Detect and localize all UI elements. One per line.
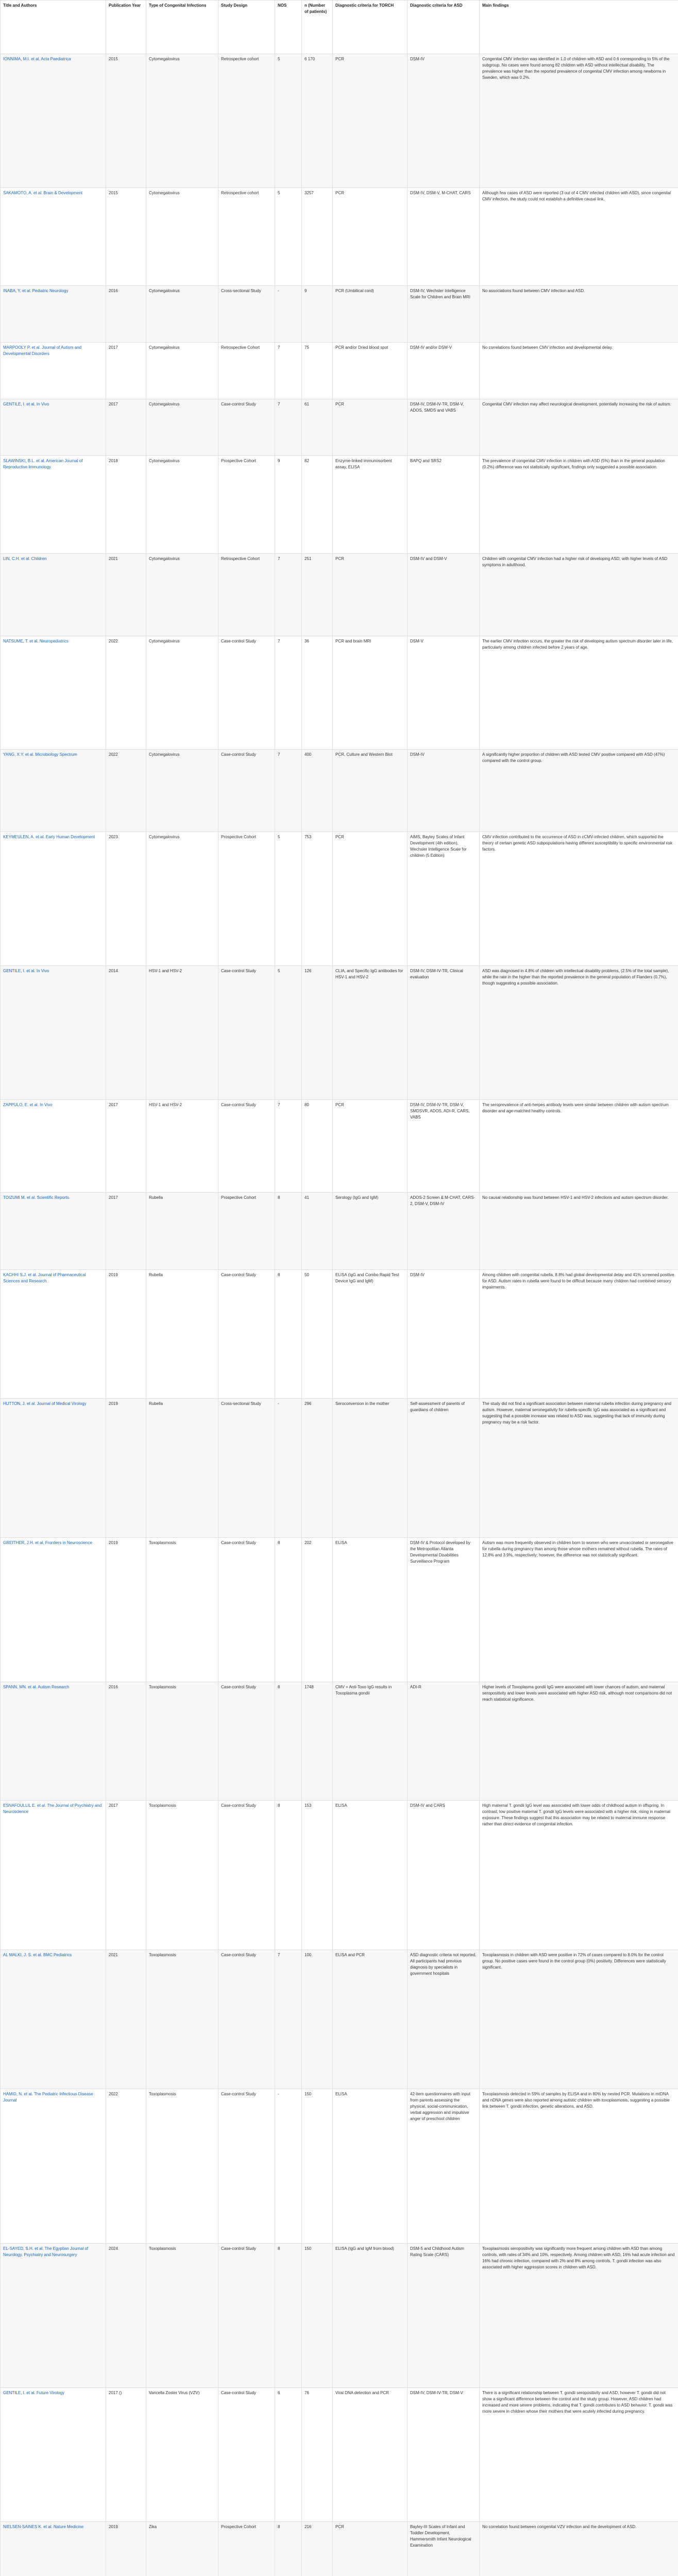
nos-cell: 8 — [275, 1801, 302, 1950]
study-design-cell: Cross-sectional Study — [218, 1399, 275, 1538]
nos-cell: 8 — [275, 1682, 302, 1801]
publication-year-cell: 2017 () — [106, 2388, 146, 2522]
infection-type-cell: Cytomegalovirus — [146, 456, 218, 554]
patients-cell: 202 — [302, 1538, 333, 1682]
torch-criteria-cell: PCR — [333, 2522, 408, 2576]
col-header-asd-criteria: Diagnostic criteria for ASD — [408, 1, 480, 54]
table-row — [1, 2388, 678, 2522]
asd-criteria-cell: DSM-IV and/or DSM-V — [408, 343, 480, 399]
patients-cell: 76 — [302, 2388, 333, 2522]
asd-criteria-cell: ADI-R — [408, 1682, 480, 1801]
patients-cell: 80 — [302, 1100, 333, 1193]
title-authors-cell: TOIZUMI M. et al. Scientific Reports — [1, 1193, 106, 1270]
table-row — [1, 1399, 678, 1538]
patients-cell: 753 — [302, 832, 333, 966]
asd-criteria-cell: ASD diagnostic criteria not reported. All participants had previous diagnosis by specialists in government hospitals — [408, 1950, 480, 2089]
study-design-cell: Case-control Study — [218, 2388, 275, 2522]
patients-cell: 75 — [302, 343, 333, 399]
asd-criteria-cell: DSM-IV, Wechsler Intelligence Scale for Children and Brain MRI — [408, 286, 480, 343]
asd-criteria-cell: AIMS, Bayley Scales of Infant Development (4th edition), Wechsler Intelligence Scale for children (5 Edition) — [408, 832, 480, 966]
title-authors-cell: LIN, C.H. et al. Children — [1, 554, 106, 636]
main-findings-cell: The prevalence of congenital CMV infection in children with ASD (5%) than in the general population (0.2%) difference was not statistically significant, findings only suggested a possible association. — [480, 456, 678, 554]
infection-type-cell: Toxoplasmosis — [146, 1801, 218, 1950]
infection-type-cell: Cytomegalovirus — [146, 188, 218, 286]
study-design-cell: Case-control Study — [218, 2089, 275, 2244]
title-authors-cell: ESNAFOULLIL E. et al. The Journal of Psychiatry and Neuroscience — [1, 1801, 106, 1950]
patients-cell: 50 — [302, 1270, 333, 1399]
nos-cell: 8 — [275, 1193, 302, 1270]
table-row — [1, 2089, 678, 2244]
study-design-cell: Case-control Study — [218, 1538, 275, 1682]
title-authors-cell: GENTILE, I. et al. Future Virology — [1, 2388, 106, 2522]
study-design-cell: Case-control Study — [218, 1682, 275, 1801]
torch-criteria-cell: PCR — [333, 832, 408, 966]
study-design-cell: Case-control Study — [218, 1950, 275, 2089]
study-design-cell: Retrospective cohort — [218, 54, 275, 188]
asd-criteria-cell: DSM-IV, DSM-IV-TR, DSM-V, ADOS, SMDS and VABS — [408, 399, 480, 456]
torch-criteria-cell: Viral DNA detection and PCR — [333, 2388, 408, 2522]
publication-year-cell: 2017 — [106, 1193, 146, 1270]
infection-type-cell: Cytomegalovirus — [146, 54, 218, 188]
torch-criteria-cell: PCR — [333, 554, 408, 636]
infection-type-cell: Cytomegalovirus — [146, 832, 218, 966]
nos-cell: 7 — [275, 1950, 302, 2089]
infection-type-cell: Cytomegalovirus — [146, 554, 218, 636]
publication-year-cell: 2023 — [106, 832, 146, 966]
nos-cell: 5 — [275, 54, 302, 188]
asd-criteria-cell: DSM-5 and Childhood Autism Rating Scale (CARS) — [408, 2244, 480, 2388]
col-header-main-findings: Main findings — [480, 1, 678, 54]
patients-cell: 36 — [302, 636, 333, 750]
title-authors-cell: INABA, Y. et al. Pediatric Neurology — [1, 286, 106, 343]
torch-criteria-cell: CMV + Anti-Toxo IgG results in Toxoplasma gondii — [333, 1682, 408, 1801]
nos-cell: 7 — [275, 399, 302, 456]
table-row — [1, 2522, 678, 2576]
nos-cell: - — [275, 1399, 302, 1538]
study-design-cell: Prospective Cohort — [218, 1193, 275, 1270]
title-authors-cell: SLAWINSKI, B.L. et al. American Journal of Reproductive Immunology — [1, 456, 106, 554]
table-row — [1, 1538, 678, 1682]
infection-type-cell: Rubella — [146, 1270, 218, 1399]
table-row — [1, 1270, 678, 1399]
col-header-publication-year: Publication Year — [106, 1, 146, 54]
patients-cell: 126 — [302, 966, 333, 1100]
study-design-cell: Retrospective cohort — [218, 188, 275, 286]
study-design-cell: Case-control Study — [218, 1100, 275, 1193]
torch-criteria-cell: ELISA — [333, 1538, 408, 1682]
torch-criteria-cell: Enzyme-linked immunosorbent assay, ELISA — [333, 456, 408, 554]
study-design-cell: Retrospective Cohort — [218, 343, 275, 399]
patients-cell: 296 — [302, 1399, 333, 1538]
nos-cell: 8 — [275, 2244, 302, 2388]
nos-cell: - — [275, 2089, 302, 2244]
col-header-infection-type: Type of Congenital Infections — [146, 1, 218, 54]
main-findings-cell: Congenital CMV infection was identified in 1.0 of children with ASD and 0.6 corresponding to 5% of the subgroup. No cases were found among 82 children with ASD without intellectual disability. The prevalence was higher than the reported prevalence of congenital CMV infection among newborns in Sweden, which was 0.2%. — [480, 54, 678, 188]
main-findings-cell: Children with congenital CMV infection had a higher risk of developing ASD, with higher levels of ASD symptoms in adulthood. — [480, 554, 678, 636]
patients-cell: 150 — [302, 2089, 333, 2244]
publication-year-cell: 2019 — [106, 2522, 146, 2576]
table-row — [1, 456, 678, 554]
torch-criteria-cell: ELISA — [333, 1801, 408, 1950]
nos-cell: 8 — [275, 2522, 302, 2576]
header-row — [1, 1, 678, 54]
study-design-cell: Case-control Study — [218, 2244, 275, 2388]
torch-criteria-cell: PCR — [333, 1100, 408, 1193]
table-row — [1, 966, 678, 1100]
nos-cell: 5 — [275, 832, 302, 966]
asd-criteria-cell: DSM-IV — [408, 54, 480, 188]
infection-type-cell: Toxoplasmosis — [146, 2244, 218, 2388]
publication-year-cell: 2017 — [106, 343, 146, 399]
infection-type-cell: Rubella — [146, 1399, 218, 1538]
title-authors-cell: NATSUME, T. et al. Neuropediatrics — [1, 636, 106, 750]
publication-year-cell: 2014 — [106, 966, 146, 1100]
infection-type-cell: Cytomegalovirus — [146, 636, 218, 750]
torch-criteria-cell: PCR — [333, 188, 408, 286]
study-design-cell: Case-control Study — [218, 750, 275, 832]
col-header-nos: NOS — [275, 1, 302, 54]
col-header-title-authors: Title and Authors — [1, 1, 106, 54]
study-design-cell: Retrospective Cohort — [218, 554, 275, 636]
table-row — [1, 1950, 678, 2089]
infection-type-cell: Toxoplasmosis — [146, 1950, 218, 2089]
table-row — [1, 1682, 678, 1801]
patients-cell: 153 — [302, 1801, 333, 1950]
title-authors-cell: HAMID, N. et al. The Pediatric Infectious Disease Journal — [1, 2089, 106, 2244]
infection-type-cell: HSV-1 and HSV-2 — [146, 966, 218, 1100]
study-design-cell: Case-control Study — [218, 1270, 275, 1399]
infection-type-cell: HSV-1 and HSV-2 — [146, 1100, 218, 1193]
torch-criteria-cell: PCR, Culture and Western Blot — [333, 750, 408, 832]
table-row — [1, 399, 678, 456]
table-header — [1, 1, 678, 54]
asd-criteria-cell: DSM-IV & Protocol developed by the Metropolitan Atlanta Developmental Disabilities Surveillance Program — [408, 1538, 480, 1682]
torch-criteria-cell: ELISA (IgG and IgM from blood) — [333, 2244, 408, 2388]
patients-cell: 216 — [302, 2522, 333, 2576]
publication-year-cell: 2017 — [106, 1100, 146, 1193]
patients-cell: 400 — [302, 750, 333, 832]
title-authors-cell: ZAPPULO, E. et al. In Vivo — [1, 1100, 106, 1193]
table-row — [1, 343, 678, 399]
patients-cell: 82 — [302, 456, 333, 554]
main-findings-cell: There is a significant relationship between T. gondii seropositivity and ASD, however T. gondii did not show a significant difference between the control and the study group. However, ASD children had increased and more severe problems, indicating that T. gondii contributes to ASD behavior. T. gondii was more severe in children whose their mothers that were acutely infected during pregnancy. — [480, 2388, 678, 2522]
nos-cell: 7 — [275, 554, 302, 636]
study-design-cell: Case-control Study — [218, 399, 275, 456]
infection-type-cell: Varicella Zoster Virus (VZV) — [146, 2388, 218, 2522]
main-findings-cell: A significantly higher proportion of children with ASD tested CMV positive compared with ASD (47%) compared with the control group. — [480, 750, 678, 832]
torch-criteria-cell: Serology (IgG and IgM) — [333, 1193, 408, 1270]
publication-year-cell: 2022 — [106, 750, 146, 832]
study-design-cell: Cross-sectional Study — [218, 286, 275, 343]
study-design-cell: Case-control Study — [218, 636, 275, 750]
asd-criteria-cell: 42-item questionnaires with input from parents assessing the physical, social-communication, verbal aggression and impulsive anger of preschool children — [408, 2089, 480, 2244]
nos-cell: - — [275, 286, 302, 343]
table-row — [1, 636, 678, 750]
infection-type-cell: Cytomegalovirus — [146, 750, 218, 832]
torch-criteria-cell: ELISA (IgG and Combo Rapid Test Device IgG and IgM) — [333, 1270, 408, 1399]
torch-criteria-cell: PCR — [333, 399, 408, 456]
title-authors-cell: GENTILE, I. et al. In Vivo — [1, 399, 106, 456]
table-row — [1, 286, 678, 343]
patients-cell: 9 — [302, 286, 333, 343]
publication-year-cell: 2019 — [106, 1538, 146, 1682]
torch-criteria-cell: ELISA and PCR — [333, 1950, 408, 2089]
infection-type-cell: Zika — [146, 2522, 218, 2576]
study-design-cell: Case-control Study — [218, 966, 275, 1100]
publication-year-cell: 2022 — [106, 2089, 146, 2244]
asd-criteria-cell: DSM-IV, DSM-V, M-CHAT, CARS — [408, 188, 480, 286]
study-design-cell: Prospective Cohort — [218, 456, 275, 554]
nos-cell: 8 — [275, 1538, 302, 1682]
infection-type-cell: Toxoplasmosis — [146, 2089, 218, 2244]
main-findings-cell: The earlier CMV infection occurs, the greater the risk of developing autism spectrum disorder later in life, particularly among children infected before 2 years of age. — [480, 636, 678, 750]
main-findings-cell: The seroprevalence of anti-herpes antibody levels were similar between children with autism spectrum disorder and age-matched healthy controls. — [480, 1100, 678, 1193]
publication-year-cell: 2015 — [106, 188, 146, 286]
title-authors-cell: GENTILE, I. et al. In Vivo — [1, 966, 106, 1100]
infection-type-cell: Toxoplasmosis — [146, 1538, 218, 1682]
title-authors-cell: SAKAMOTO, A. et al. Brain & Development — [1, 188, 106, 286]
main-findings-cell: Although few cases of ASD were reported (3 out of 4 CMV infected children with ASD), since congenital CMV infection, the study could not establish a definitive causal link. — [480, 188, 678, 286]
main-findings-cell: No correlations found between CMV infection and developmental delay. — [480, 343, 678, 399]
patients-cell: 41 — [302, 1193, 333, 1270]
col-header-study-design: Study Design — [218, 1, 275, 54]
table-row — [1, 188, 678, 286]
main-findings-cell: Higher levels of Toxoplasma gondii IgG were associated with lower chances of autism, and maternal seropositivity and lower levels were associated with higher ASD risk, although most comparisons did not reach statistical significance. — [480, 1682, 678, 1801]
title-authors-cell: NIELSEN-SAINES K. et al. Nature Medicine — [1, 2522, 106, 2576]
patients-cell: 1748 — [302, 1682, 333, 1801]
torch-criteria-cell: PCR — [333, 54, 408, 188]
table-row — [1, 54, 678, 188]
main-findings-cell: No correlation found between congenital VZV infection and the development of ASD. — [480, 2522, 678, 2576]
asd-criteria-cell: ADOS-2 Screen & M-CHAT, CARS-2, DSM-V, DSM-IV — [408, 1193, 480, 1270]
patients-cell: 6 170 — [302, 54, 333, 188]
study-design-cell: Case-control Study — [218, 1801, 275, 1950]
patients-cell: 150 — [302, 2244, 333, 2388]
infection-type-cell: Cytomegalovirus — [146, 343, 218, 399]
publication-year-cell: 2016 — [106, 286, 146, 343]
asd-criteria-cell: DSM-IV, DSM-IV-TR, Clinical evaluation — [408, 966, 480, 1100]
torch-criteria-cell: Seroconversion in the mother — [333, 1399, 408, 1538]
publication-year-cell: 2022 — [106, 636, 146, 750]
publication-year-cell: 2019 — [106, 1270, 146, 1399]
infection-type-cell: Cytomegalovirus — [146, 286, 218, 343]
title-authors-cell: KACHHI S.J. et al. Journal of Pharmaceutical Sciences and Research — [1, 1270, 106, 1399]
publication-year-cell: 2015 — [106, 54, 146, 188]
publication-year-cell: 2021 — [106, 1950, 146, 2089]
patients-cell: 3257 — [302, 188, 333, 286]
main-findings-cell: Congenital CMV infection may affect neurological development, potentially increasing the risk of autism. — [480, 399, 678, 456]
main-findings-cell: Toxoplasmosis seropositivity was significantly more frequent among children with ASD than among controls, with rates of 34% and 10%, respectively. Among children with ASD, 16% had acute infection and 16% had chronic infection, compared with 2% and 8% among controls. T. gondii infection was also associated with higher aggression scores in children with ASD. — [480, 2244, 678, 2388]
torch-criteria-cell: ELISA — [333, 2089, 408, 2244]
title-authors-cell: IONNIMA, M.I. et al. Acta Paediatrica — [1, 54, 106, 188]
nos-cell: 7 — [275, 343, 302, 399]
asd-criteria-cell: DSM-IV, DSM-IV-TR, DSM-V, SMDSVR, ADOS, ADI-R, CARS, VABS — [408, 1100, 480, 1193]
publication-year-cell: 2017 — [106, 399, 146, 456]
nos-cell: 7 — [275, 1100, 302, 1193]
title-authors-cell: SPANN, MN. et al. Autism Research — [1, 1682, 106, 1801]
table-row — [1, 750, 678, 832]
nos-cell: 5 — [275, 188, 302, 286]
patients-cell: 251 — [302, 554, 333, 636]
asd-criteria-cell: DSM-IV, DSM-IV-TR, DSM-V — [408, 2388, 480, 2522]
table-row — [1, 1801, 678, 1950]
main-findings-cell: Among children with congenital rubella, 8.8% had global developmental delay and 41% screened positive for ASD. Autism rates in rubella were found to be difficult because many children had combined sensory impairments. — [480, 1270, 678, 1399]
publication-year-cell: 2016 — [106, 1682, 146, 1801]
publication-year-cell: 2019 — [106, 1399, 146, 1538]
publication-year-cell: 2018 — [106, 456, 146, 554]
nos-cell: 7 — [275, 750, 302, 832]
main-findings-cell: No causal relationship was found between HSV-1 and HSV-2 infections and autism spectrum disorder. — [480, 1193, 678, 1270]
table-row — [1, 1193, 678, 1270]
asd-criteria-cell: Bayley-III Scales of Infant and Toddler Development, Hammersmith Infant Neurological Examination — [408, 2522, 480, 2576]
title-authors-cell: YANG, X.Y. et al. Microbiology Spectrum — [1, 750, 106, 832]
main-findings-cell: Toxoplasmosis in children with ASD were positive in 72% of cases compared to 8.0% for the control group. No positive cases were found in the control group (0%) positivity. Differences were statistically significant. — [480, 1950, 678, 2089]
table-row — [1, 1100, 678, 1193]
publication-year-cell: 2021 — [106, 554, 146, 636]
torch-criteria-cell: CLIA, and Specific IgG antibodies for HSV-1 and HSV-2 — [333, 966, 408, 1100]
nos-cell: 8 — [275, 1270, 302, 1399]
table-row — [1, 832, 678, 966]
col-header-patients: n (Number of patients) — [302, 1, 333, 54]
main-findings-cell: CMV infection contributed to the occurrence of ASD in cCMV-infected children, which supported the theory of certain genetic ASD subpopulations having different susceptibility to specific environmental risk factors. — [480, 832, 678, 966]
table-body — [1, 54, 678, 2576]
asd-criteria-cell: DSM-IV — [408, 750, 480, 832]
main-findings-cell: No associations found between CMV infection and ASD. — [480, 286, 678, 343]
publication-year-cell: 2024 — [106, 2244, 146, 2388]
title-authors-cell: GREITHER, J.H. et al. Frontiers in Neuroscience — [1, 1538, 106, 1682]
asd-criteria-cell: DSM-IV and DSM-V — [408, 554, 480, 636]
nos-cell: 7 — [275, 636, 302, 750]
nos-cell: 6 — [275, 2388, 302, 2522]
torch-criteria-cell: PCR and brain MRI — [333, 636, 408, 750]
title-authors-cell: KEYMEULEN, A. et al. Early Human Development — [1, 832, 106, 966]
asd-criteria-cell: DSM-IV and CARS — [408, 1801, 480, 1950]
title-authors-cell: MARPOOLY P. et al. Journal of Autism and Developmental Disorders — [1, 343, 106, 399]
asd-criteria-cell: BAPQ and SRS2 — [408, 456, 480, 554]
title-authors-cell: HUTTON, J. et al. Journal of Medical Virology — [1, 1399, 106, 1538]
main-findings-cell: Autism was more frequently observed in children born to women who were unvaccinated or seronegative for rubella during pregnancy than among those whose mothers remained without rubella. The rates of 12.8% and 3.9%, respectively; however, the difference was not statistically significant. — [480, 1538, 678, 1682]
table-row — [1, 2244, 678, 2388]
publication-year-cell: 2017 — [106, 1801, 146, 1950]
main-findings-cell: ASD was diagnosed in 4.8% of children with intellectual disability problems, (2.5% of the total sample), while the rate in the higher than the reported prevalence in the general population of Flanders (0.7%), though suggesting a possible association. — [480, 966, 678, 1100]
main-findings-cell: High maternal T. gondii IgG level was associated with lower odds of childhood autism in offspring. In contrast, low positive maternal T. gondii IgG levels were associated with a higher risk, rising in maternal exposure. These findings suggest that this association may be related to maternal immune response rather than direct evidence of congenital infection. — [480, 1801, 678, 1950]
main-findings-cell: Toxoplasmosis detected in 59% of samples by ELISA and in 80% by nested PCR. Mutations in mtDNA and nDNA genes were also reported among autistic children with toxoplasmosis, suggesting a possible link between T. gondii infection, genetic alterations, and ASD. — [480, 2089, 678, 2244]
infection-type-cell: Rubella — [146, 1193, 218, 1270]
title-authors-cell: EL-SAYED, S.H. et al. The Egyptian Journal of Neurology, Psychiatry and Neurosurgery — [1, 2244, 106, 2388]
title-authors-cell: AL MALKI, J. S. et al. BMC Pediatrics — [1, 1950, 106, 2089]
asd-criteria-cell: DSM-IV — [408, 1270, 480, 1399]
asd-criteria-cell: Self-assessment of parents of guardians of children — [408, 1399, 480, 1538]
asd-criteria-cell: DSM-V — [408, 636, 480, 750]
main-findings-cell: The study did not find a significant association between maternal rubella infection during pregnancy and autism. However, maternal seronegativity for rubella-specific IgG was associated as a significant and suggesting that a possible increase was related to ASD was, suggesting that lack of immunity during pregnancy may be a risk factor. — [480, 1399, 678, 1538]
patients-cell: 61 — [302, 399, 333, 456]
study-design-cell: Prospective Cohort — [218, 2522, 275, 2576]
study-design-cell: Prospective Cohort — [218, 832, 275, 966]
torch-criteria-cell: PCR and/or Dried blood spot — [333, 343, 408, 399]
patients-cell: 100 — [302, 1950, 333, 2089]
col-header-torch-criteria: Diagnostic criteria for TORCH — [333, 1, 408, 54]
infection-type-cell: Cytomegalovirus — [146, 399, 218, 456]
table-row — [1, 554, 678, 636]
nos-cell: 9 — [275, 456, 302, 554]
torch-criteria-cell: PCR (Umbilical cord) — [333, 286, 408, 343]
infection-type-cell: Toxoplasmosis — [146, 1682, 218, 1801]
nos-cell: 5 — [275, 966, 302, 1100]
